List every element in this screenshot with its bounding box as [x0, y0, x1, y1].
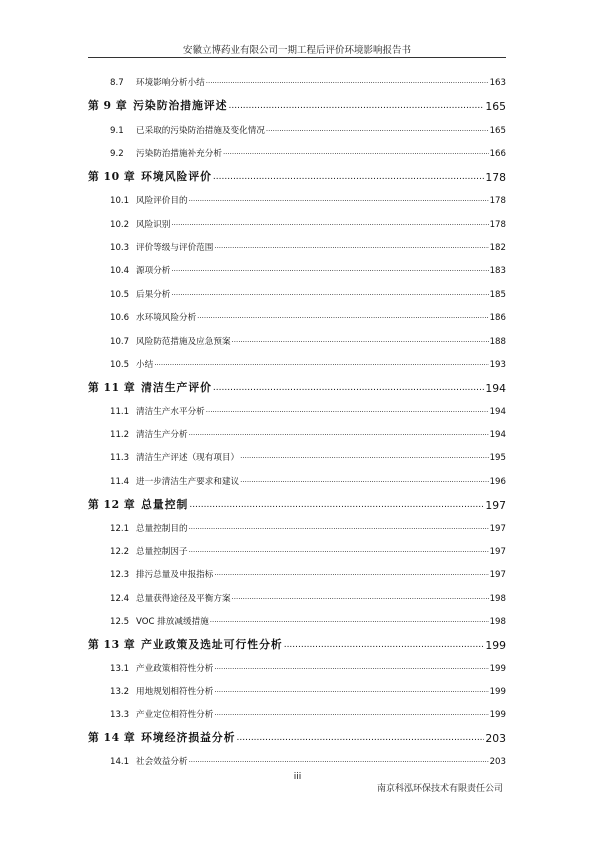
- toc-entry-title: 污染防治措施评述: [133, 99, 228, 112]
- toc-entry-title: 风险评价目的: [136, 196, 188, 206]
- toc-section-entry[interactable]: [88, 309, 506, 323]
- toc-chapter-entry[interactable]: [88, 496, 506, 512]
- toc-entry-number: 第 14 章: [88, 731, 136, 744]
- toc-entry-page: 203: [485, 732, 506, 745]
- toc-section-entry[interactable]: [88, 520, 506, 534]
- toc-section-entry[interactable]: [88, 706, 506, 720]
- toc-entry-page: 166: [489, 149, 506, 159]
- toc-entry-number: 10.4: [110, 266, 130, 276]
- toc-entry-page: 199: [489, 710, 506, 720]
- toc-section-entry[interactable]: [88, 333, 506, 347]
- toc-entry-title: 已采取的污染防治措施及变化情况: [136, 126, 265, 136]
- toc-section-entry[interactable]: [88, 543, 506, 557]
- toc-entry-number: 第 13 章: [88, 638, 136, 651]
- dot-leader: [213, 169, 484, 182]
- dot-leader: [214, 568, 488, 578]
- toc-entry-title: 风险识别: [136, 220, 171, 230]
- dot-leader: [214, 241, 488, 251]
- toc-entry-number: 10.2: [110, 220, 130, 230]
- toc-entry-number: 12.1: [110, 524, 130, 534]
- toc-entry-page: 199: [489, 687, 506, 697]
- dot-leader: [189, 497, 484, 510]
- toc-entry-page: 194: [485, 382, 506, 395]
- toc-entry-page: 185: [489, 290, 506, 300]
- toc-entry-title: 评价等级与评价范围: [136, 243, 214, 253]
- dot-leader: [232, 592, 489, 602]
- toc-entry-title: 产业政策相符性分析: [136, 664, 214, 674]
- toc-entry-number: 11.2: [110, 430, 130, 440]
- toc-entry-page: 165: [489, 126, 506, 136]
- toc-entry-title: 清洁生产分析: [136, 430, 188, 440]
- toc-entry-page: 194: [489, 407, 506, 417]
- toc-entry-title: 总量获得途径及平衡方案: [136, 594, 231, 604]
- toc-entry-number: 11.4: [110, 477, 130, 487]
- dot-leader: [154, 358, 488, 368]
- toc-entry-title: VOC 排放减缓措施: [136, 617, 209, 627]
- toc-entry-number: 第 9 章: [88, 99, 128, 112]
- toc-entry-title: 环境经济损益分析: [141, 731, 236, 744]
- dot-leader: [284, 637, 485, 650]
- toc-entry-page: 197: [489, 547, 506, 557]
- toc-entry-title: 后果分析: [136, 290, 171, 300]
- toc-entry-page: 193: [489, 360, 506, 370]
- toc-section-entry[interactable]: [88, 286, 506, 300]
- toc-section-entry[interactable]: [88, 122, 506, 136]
- dot-leader: [240, 475, 488, 485]
- toc-entry-page: 203: [489, 757, 506, 767]
- dot-leader: [240, 451, 488, 461]
- toc-entry-page: 198: [489, 617, 506, 627]
- toc-entry-title: 排污总量及申报指标: [136, 570, 214, 580]
- toc-entry-title: 产业政策及选址可行性分析: [141, 638, 283, 651]
- toc-entry-number: 8.7: [110, 78, 124, 88]
- toc-entry-page: 198: [489, 594, 506, 604]
- dot-leader: [210, 615, 489, 625]
- toc-chapter-entry[interactable]: [88, 97, 506, 113]
- dot-leader: [229, 98, 485, 111]
- toc-entry-page: 196: [489, 477, 506, 487]
- dot-leader: [171, 288, 488, 298]
- toc-section-entry[interactable]: [88, 74, 506, 88]
- toc-section-entry[interactable]: [88, 449, 506, 463]
- dot-leader: [189, 194, 489, 204]
- toc-entry-title: 源项分析: [136, 266, 171, 276]
- toc-entry-title: 环境影响分析小结: [136, 78, 205, 88]
- dot-leader: [213, 380, 484, 393]
- toc-section-entry[interactable]: [88, 145, 506, 159]
- toc-entry-title: 总量控制因子: [136, 547, 188, 557]
- toc-entry-title: 总量控制: [141, 498, 189, 511]
- toc-entry-title: 环境风险评价: [141, 170, 212, 183]
- dot-leader: [171, 264, 488, 274]
- toc-entry-number: 10.5: [110, 290, 130, 300]
- toc-entry-number: 9.1: [110, 126, 124, 136]
- toc-entry-number: 12.2: [110, 547, 130, 557]
- toc-entry-page: 199: [485, 639, 506, 652]
- dot-leader: [206, 76, 489, 86]
- toc-entry-page: 197: [485, 499, 506, 512]
- toc-entry-number: 10.1: [110, 196, 130, 206]
- toc-chapter-entry[interactable]: [88, 379, 506, 395]
- toc-entry-number: 第 12 章: [88, 498, 136, 511]
- dot-leader: [214, 685, 488, 695]
- toc-entry-page: 178: [489, 196, 506, 206]
- dot-leader: [232, 335, 489, 345]
- toc-entry-page: 194: [489, 430, 506, 440]
- toc-entry-title: 总量控制目的: [136, 524, 188, 534]
- toc-entry-number: 12.4: [110, 594, 130, 604]
- toc-entry-title: 进一步清洁生产要求和建议: [136, 477, 240, 487]
- toc-entry-page: 163: [489, 78, 506, 88]
- toc-entry-title: 清洁生产水平分析: [136, 407, 205, 417]
- toc-section-entry[interactable]: [88, 216, 506, 230]
- dot-leader: [189, 522, 489, 532]
- toc-entry-number: 13.2: [110, 687, 130, 697]
- dot-leader: [189, 545, 489, 555]
- toc-entry-title: 污染防治措施补充分析: [136, 149, 222, 159]
- toc-entry-number: 13.3: [110, 710, 130, 720]
- toc-section-entry[interactable]: [88, 613, 506, 627]
- toc-entry-number: 11.1: [110, 407, 130, 417]
- toc-entry-title: 清洁生产评价: [141, 381, 212, 394]
- toc-entry-number: 12.5: [110, 617, 130, 627]
- dot-leader: [237, 730, 485, 743]
- toc-section-entry[interactable]: [88, 239, 506, 253]
- dot-leader: [206, 405, 489, 415]
- toc-section-entry[interactable]: [88, 192, 506, 206]
- toc-entry-page: 183: [489, 266, 506, 276]
- toc-entry-page: 182: [489, 243, 506, 253]
- toc-entry-title: 小结: [136, 360, 154, 370]
- dot-leader: [189, 428, 489, 438]
- toc-entry-title: 社会效益分析: [136, 757, 188, 767]
- toc-entry-page: 199: [489, 664, 506, 674]
- toc-section-entry[interactable]: [88, 660, 506, 674]
- toc-section-entry[interactable]: [88, 426, 506, 440]
- dot-leader: [214, 662, 488, 672]
- toc-section-entry[interactable]: [88, 753, 506, 767]
- footer-company: 南京科泓环保技术有限责任公司: [376, 784, 503, 794]
- toc-entry-page: 188: [489, 337, 506, 347]
- header-rule: [88, 57, 506, 58]
- toc-entry-number: 11.3: [110, 453, 130, 463]
- toc-entry-number: 12.3: [110, 570, 130, 580]
- dot-leader: [223, 147, 489, 157]
- toc-entry-number: 10.6: [110, 313, 130, 323]
- toc-entry-title: 用地规划相符性分析: [136, 687, 214, 697]
- page-number: iii: [293, 772, 302, 782]
- toc-entry-page: 178: [485, 171, 506, 184]
- toc-section-entry[interactable]: [88, 590, 506, 604]
- toc-entry-page: 195: [489, 453, 506, 463]
- toc-entry-title: 清洁生产评述（现有项目）: [136, 453, 240, 463]
- toc-entry-title: 产业定位相符性分析: [136, 710, 214, 720]
- dot-leader: [266, 124, 489, 134]
- toc-chapter-entry[interactable]: [88, 729, 506, 745]
- toc-entry-number: 第 10 章: [88, 170, 136, 183]
- toc-section-entry[interactable]: [88, 683, 506, 697]
- toc-entry-page: 178: [489, 220, 506, 230]
- toc-section-entry[interactable]: [88, 473, 506, 487]
- dot-leader: [171, 218, 488, 228]
- toc-entry-page: 165: [485, 100, 506, 113]
- dot-leader: [189, 755, 489, 765]
- toc-chapter-entry[interactable]: [88, 168, 506, 184]
- toc-entry-title: 水环境风险分析: [136, 313, 197, 323]
- dot-leader: [197, 311, 488, 321]
- toc-entry-page: 197: [489, 570, 506, 580]
- toc-entry-number: 9.2: [110, 149, 124, 159]
- toc-entry-number: 10.3: [110, 243, 130, 253]
- running-header: 安徽立博药业有限公司一期工程后评价环境影响报告书: [182, 45, 411, 56]
- toc-entry-number: 10.5: [110, 360, 130, 370]
- toc-section-entry[interactable]: [88, 356, 506, 370]
- dot-leader: [214, 708, 488, 718]
- toc-entry-number: 第 11 章: [88, 381, 136, 394]
- toc-entry-number: 13.1: [110, 664, 130, 674]
- toc-entry-number: 10.7: [110, 337, 130, 347]
- toc-section-entry[interactable]: [88, 566, 506, 580]
- toc-entry-page: 186: [489, 313, 506, 323]
- toc-chapter-entry[interactable]: [88, 636, 506, 652]
- toc-entry-title: 风险防范措施及应急预案: [136, 337, 231, 347]
- toc-entry-page: 197: [489, 524, 506, 534]
- toc-section-entry[interactable]: [88, 403, 506, 417]
- toc-entry-number: 14.1: [110, 757, 130, 767]
- toc-section-entry[interactable]: [88, 262, 506, 276]
